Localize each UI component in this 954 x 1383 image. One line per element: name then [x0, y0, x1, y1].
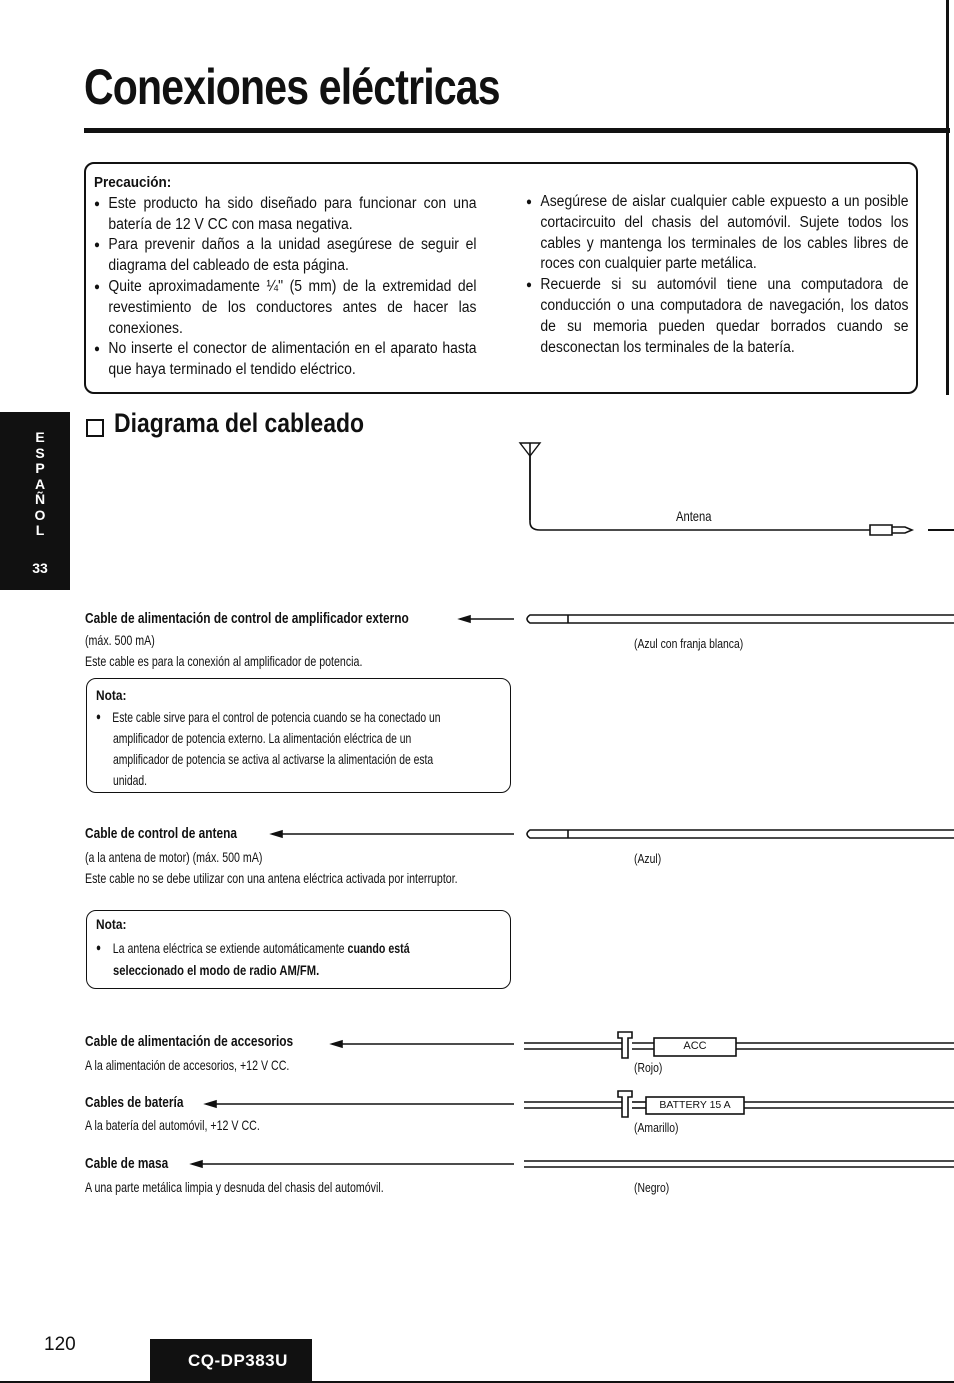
battery-cable-desc: A la batería del automóvil, +12 V CC.	[85, 1117, 260, 1133]
nota-2-heading: Nota:	[96, 916, 127, 932]
acc-fuse-holder-icon	[618, 1032, 632, 1058]
amp-cable-desc-1: (máx. 500 mA)	[85, 632, 155, 648]
nota-2-bold-line: seleccionado el modo de radio AM/FM.	[113, 962, 320, 978]
antenna-plug-icon	[870, 525, 912, 535]
amp-cable-color: (Azul con franja blanca)	[634, 636, 744, 651]
nota-1-line: unidad.	[113, 772, 147, 788]
caution-item: ● Este producto ha sido diseñado para funcionar con una batería de 12 V CC con masa negativa.	[94, 194, 477, 236]
amp-cable-label: Cable de alimentación de control de amplificador externo	[85, 611, 409, 627]
antenna-control-wire	[527, 830, 568, 838]
model-box	[150, 1339, 312, 1383]
battery-cable-label: Cables de batería	[85, 1095, 184, 1111]
caution-heading: Precaución:	[94, 174, 172, 191]
nota-1-line: amplificador de potencia externo. La alimentación eléctrica de un	[113, 730, 412, 746]
antenna-cable-label: Cable de control de antena	[85, 826, 237, 842]
side-tab-letters: E S P A Ñ O L	[34, 429, 46, 538]
amp-wire	[527, 615, 568, 623]
amp-arrow-icon	[460, 616, 470, 622]
acc-cable-label: Cable de alimentación de accesorios	[85, 1034, 294, 1050]
amp-cable-desc-2: Este cable es para la conexión al amplificador de potencia.	[85, 653, 363, 669]
acc-cable-desc: A la alimentación de accesorios, +12 V CC.	[85, 1057, 290, 1073]
ground-arrow-icon	[192, 1161, 202, 1167]
nota-1-line: amplificador de potencia se activa al activarse la alimentación de esta	[113, 751, 434, 767]
ground-cable-color: (Negro)	[634, 1180, 670, 1195]
acc-fuse-label: ACC	[683, 1040, 707, 1052]
caution-item: ● No inserte el conector de alimentación en el aparato hasta que haya terminado el tendido eléctrico.	[94, 339, 477, 381]
antenna-cable-desc-2: Este cable no se debe utilizar con una antena eléctrica activada por interruptor.	[85, 870, 458, 886]
caution-item: ● Asegúrese de aislar cualquier cable expuesto a un posible cortacircuito del chasis del automóvil. Sujete todos los cables y mantenga los terminales de los cables libres de roces con cualquier parte metálica.	[526, 192, 909, 275]
antenna-wire	[530, 456, 870, 530]
battery-fuse-holder-icon	[618, 1091, 632, 1117]
battery-arrow-icon	[206, 1101, 216, 1107]
nota-1-line: ● Este cable sirve para el control de potencia cuando se ha conectado un	[96, 707, 441, 728]
caution-item: ● Recuerde si su automóvil tiene una computadora de conducción o una computadora de navegación, los datos de su memoria pueden quedar borrados cuando se desconectan los terminales de la batería.	[526, 275, 909, 358]
caution-item: ● Para prevenir daños a la unidad asegúrese de seguir el diagrama del cableado de esta página.	[94, 235, 477, 277]
nota-2-bold-text: cuando está	[347, 940, 410, 956]
section-title: Diagrama del cableado	[114, 408, 365, 438]
antenna-arrow-icon	[272, 831, 282, 837]
nota-1-heading: Nota:	[96, 687, 127, 703]
side-tab-number: 33	[32, 560, 48, 576]
caution-item: ● Quite aproximadamente ¼" (5 mm) de la extremidad del revestimiento de los conductores antes de hacer las conexiones.	[94, 277, 477, 339]
antenna-cable-color: (Azul)	[634, 851, 662, 866]
battery-fuse-label: BATTERY 15 A	[659, 1099, 731, 1111]
model-name: CQ-DP383U	[188, 1351, 288, 1370]
antenna-cable-desc-1: (a la antena de motor) (máx. 500 mA)	[85, 849, 263, 865]
ground-cable-desc: A una parte metálica limpia y desnuda del chasis del automóvil.	[85, 1179, 384, 1195]
page-number: 120	[44, 1334, 76, 1355]
acc-cable-color: (Rojo)	[634, 1060, 663, 1075]
antenna-label: Antena	[676, 508, 712, 524]
nota-2-normal-text: La antena eléctrica se extiende automáticamente	[112, 940, 348, 956]
ground-cable-label: Cable de masa	[85, 1156, 169, 1172]
acc-arrow-icon	[332, 1041, 342, 1047]
page-title: Conexiones eléctricas	[84, 59, 500, 115]
battery-cable-color: (Amarillo)	[634, 1120, 679, 1135]
